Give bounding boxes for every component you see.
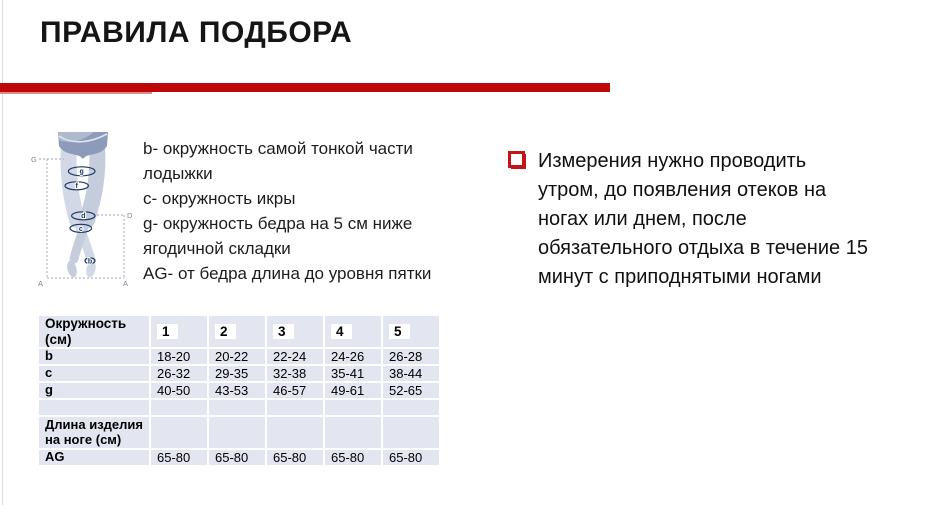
- table-header-circumference: Окружность (см): [39, 316, 149, 347]
- measurement-note: [508, 147, 912, 292]
- page-title: ПРАВИЛА ПОДБОРА: [40, 16, 353, 49]
- leg-measurement-diagram: [30, 130, 142, 295]
- definition-b: b- окружность самой тонкой части лодыжки: [143, 139, 413, 183]
- table-header-size-5: 5: [383, 316, 439, 347]
- note-line: утром, до появления отеков на: [538, 179, 827, 201]
- legs-illustration: [58, 132, 108, 278]
- table-row-b: b 18-20 20-22 22-24 24-26 26-28: [39, 349, 439, 364]
- measurement-definitions: [143, 136, 478, 286]
- table-row-g: g 40-50 43-53 46-57 49-61 52-65: [39, 383, 439, 398]
- table-header-size-3: 3: [267, 316, 323, 347]
- band-label-b: b: [87, 258, 93, 266]
- note-line: минут с приподнятыми ногами: [538, 266, 822, 288]
- table-header-size-1: 1: [151, 316, 207, 347]
- band-label-c: c: [78, 225, 83, 233]
- table-row-ag: AG 65-80 65-80 65-80 65-80 65-80: [39, 450, 439, 465]
- table-row-c: c 26-32 29-35 32-38 35-41 38-44: [39, 366, 439, 381]
- definition-ag: AG- от бедра длина до уровня пятки: [143, 264, 432, 283]
- definition-c: c- окружность икры: [143, 189, 296, 208]
- table-row-empty: [39, 400, 439, 415]
- band-label-d: d: [81, 213, 86, 221]
- table-header-row: [39, 316, 439, 347]
- diagram-label-A-right: A: [123, 279, 129, 288]
- band-label-g: g: [79, 168, 84, 176]
- table-row-length-header: Длина изделия на ноге (см): [39, 417, 439, 448]
- title-accent-bar: [0, 83, 610, 92]
- diagram-label-D: D: [127, 211, 133, 220]
- table-header-size-2: 2: [209, 316, 265, 347]
- diagram-label-G: G: [31, 155, 37, 164]
- table-header-size-4: 4: [325, 316, 381, 347]
- checkbox-bullet-icon: [508, 151, 525, 168]
- note-line: ногах или днем, после: [538, 208, 747, 230]
- definition-g: g- окружность бедра на 5 см ниже ягодичной складки: [143, 214, 413, 258]
- left-edge-divider: [2, 0, 3, 505]
- size-table: [37, 314, 441, 467]
- band-label-f: f: [75, 183, 78, 191]
- note-line: Измерения нужно проводить: [538, 150, 807, 172]
- diagram-label-A-left: A: [38, 279, 44, 288]
- note-line: обязательного отдыха в течение 15: [538, 237, 868, 259]
